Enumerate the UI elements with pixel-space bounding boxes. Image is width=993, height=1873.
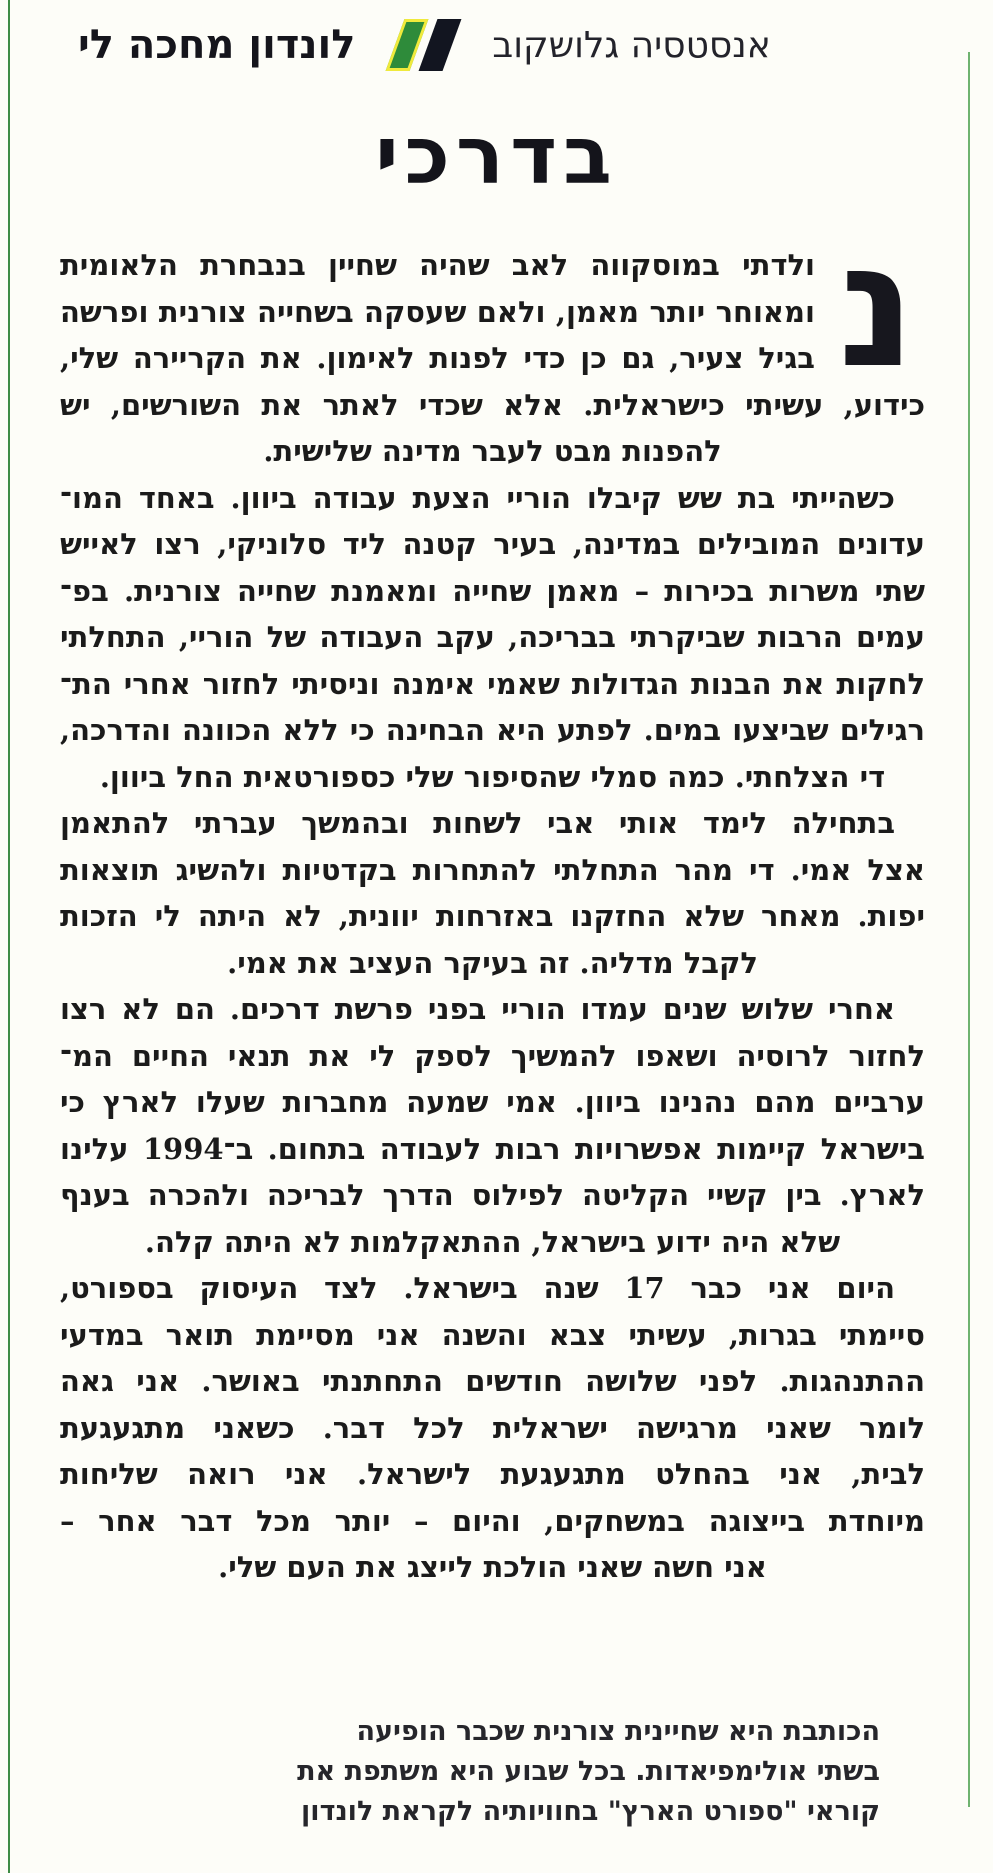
- article-line: לחזור לרוסיה ושאפו להמשיך לספק לי את תנאי החיים המ־: [60, 1038, 925, 1073]
- article-line: ומאוחר יותר מאמן, ולאם שעסקה בשחייה צורנית ופרשה: [60, 294, 815, 329]
- byline-line: קוראי "ספורט הארץ" בחוויותיה לקראת לונדון: [301, 1796, 880, 1827]
- headline: בדרכי: [375, 108, 618, 202]
- byline-note: [0, 1712, 993, 1832]
- paragraph: [60, 203, 925, 475]
- article-line: היום אני כבר 17 שנה בישראל. לצד העיסוק בספורט,: [60, 1271, 895, 1305]
- article-line: די הצלחתי. כמה סמלי שהסיפור שלי כספורטאית החל ביוון.: [99, 759, 886, 794]
- article-line: לחקות את הבנות הגדולות שאמי אימנה וניסיתי לחזור אחרי הת־: [60, 666, 925, 701]
- article-line: אני חשה שאני הולכת לייצג את העם שלי.: [218, 1550, 767, 1584]
- article-line: כשהייתי בת שש קיבלו הוריי הצעת עבודה ביוון. באחד המו־: [60, 480, 895, 515]
- article-line: אחרי שלוש שנים עמדו הוריי בפני פרשת דרכים. הם לא רצו: [60, 992, 895, 1026]
- column-title: לונדון מחכה לי: [78, 22, 356, 68]
- article-line: לקבל מדליה. זה בעיקר העציב את אמי.: [227, 945, 758, 980]
- article-line: כידוע, עשיתי כישראלית. אלא שכדי לאתר את השורשים, יש: [60, 387, 925, 422]
- article-line: סיימתי בגרות, עשיתי צבא והשנה אני מסיימת תואר במדעי: [60, 1317, 925, 1352]
- article-line: רגילים שביצעו במים. לפתע היא הבחינה כי ללא הכוונה והדרכה,: [60, 713, 925, 747]
- article-line: ההתנהגות. לפני שלושה חודשים התחתנתי באושר. אני גאה: [60, 1364, 925, 1398]
- article-line: בגיל צעיר, גם כן כדי לפנות לאימון. את הקריירה שלי,: [60, 341, 815, 375]
- article-line: שתי משרות בכירות – מאמן שחייה ומאמנת שחייה צורנית. בפ־: [60, 573, 925, 608]
- article-line: להפנות מבט לעבר מדינה שלישית.: [263, 434, 722, 468]
- article-line: יפות. מאחר שלא החזקנו באזרחות יוונית, לא היתה לי הזכות: [60, 899, 925, 933]
- paragraph: [60, 1265, 925, 1591]
- article-line: עדונים המובילים במדינה, בעיר קטנה ליד סלוניקי, רצו לאייש: [60, 527, 925, 561]
- drop-cap: נ: [838, 203, 916, 406]
- article-line: לבית, אני בהחלט מתגעגעת לישראל. אני רואה שליחות: [60, 1457, 925, 1491]
- article-line: לומר שאני מרגישה ישראלית לכל דבר. כשאני מתגעגעת: [60, 1410, 925, 1445]
- paragraph: [60, 986, 925, 1265]
- masthead: [78, 16, 771, 74]
- article-line: בישראל קיימות אפשרויות רבות לעבודה בתחום. ב־1994 עלינו: [60, 1131, 925, 1166]
- article-line: אצל אמי. די מהר התחלתי להתחרות בקדטיות ולהשיג תוצאות: [60, 852, 925, 887]
- byline-line: בשתי אולימפיאדות. בכל שבוע היא משתפת את: [297, 1756, 880, 1787]
- author-name: אנסטסיה גלושקוב: [492, 24, 771, 66]
- article-line: שלא היה ידוע בישראל, ההתאקלמות לא היתה קלה.: [144, 1224, 841, 1259]
- article-line: ערביים מהם נהנינו ביוון. אמי שמעה מחברות שעלו לארץ כי: [60, 1085, 925, 1119]
- paragraph: [60, 475, 925, 801]
- article-line: עמים הרבות שביקרתי בבריכה, עקב העבודה של הוריי, התחלתי: [60, 620, 925, 654]
- article-body: [0, 203, 993, 1591]
- article-line: לארץ. בין קשיי הקליטה לפילוס הדרך לבריכה ולהכרה בענף: [60, 1178, 925, 1212]
- article-line: ולדתי במוסקווה לאב שהיה שחיין בנבחרת הלאומית: [60, 248, 815, 282]
- article-line: בתחילה לימד אותי אבי לשחות ובהמשך עברתי להתאמן: [60, 806, 895, 840]
- double-slash-logo-icon: [395, 16, 452, 74]
- paragraph: [60, 800, 925, 986]
- article-line: מיוחדת בייצוגה במשחקים, והיום – יותר מכל דבר אחר –: [60, 1503, 925, 1538]
- byline-line: הכותבת היא שחיינית צורנית שכבר הופיעה: [356, 1716, 880, 1747]
